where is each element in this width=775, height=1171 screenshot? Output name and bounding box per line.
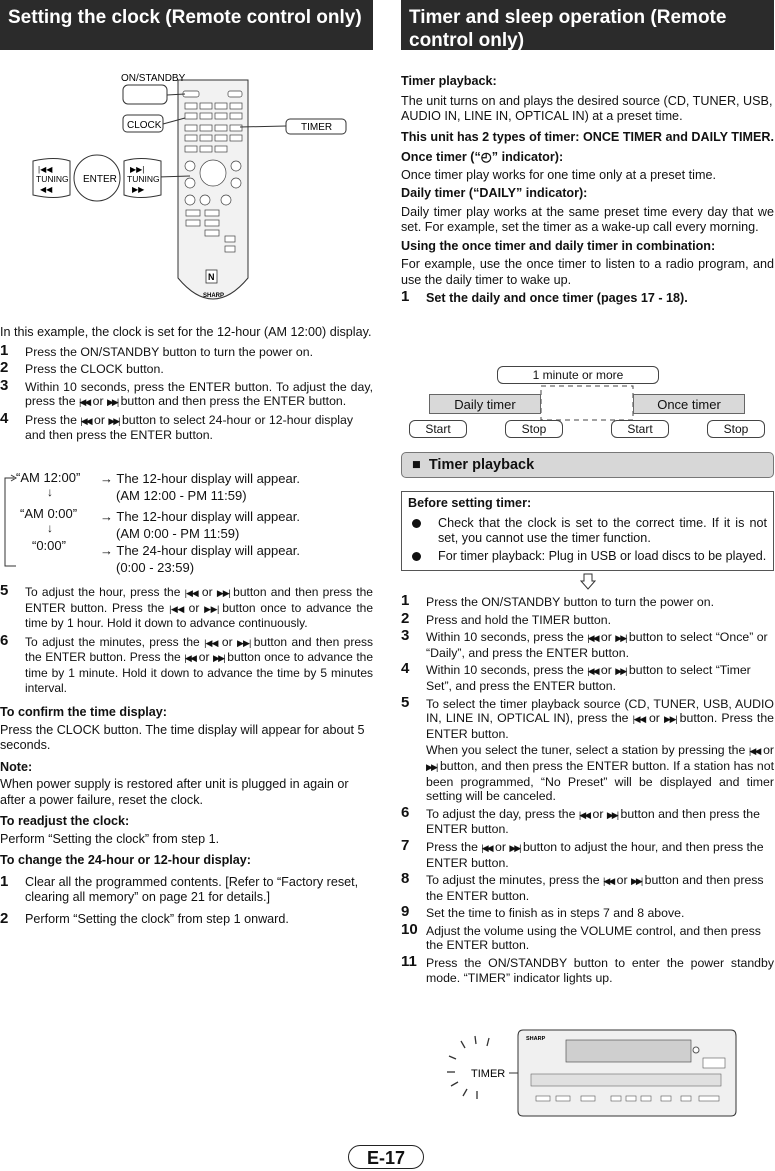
right-step-6: 6 To adjust the day, press the |◀◀ or ▶▶| button and then press the ENTER button. <box>401 803 760 837</box>
svg-text:◀◀: ◀◀ <box>40 185 53 194</box>
right-step-7: 7 Press the |◀◀ or ▶▶| button to adjust the hour, and then press the ENTER button. <box>401 836 764 870</box>
skip-back-icon: |◀◀ <box>184 588 198 598</box>
once-stop-label: Stop <box>707 420 765 438</box>
skip-forward-icon: ▶▶| <box>237 637 250 648</box>
skip-back-icon: |◀◀ <box>80 415 91 426</box>
left-column <box>0 0 373 927</box>
skip-back-icon: |◀◀ <box>169 603 184 614</box>
skip-forward-icon: ▶▶| <box>664 714 676 725</box>
note-text: When power supply is restored after unit is plugged in again or after a power failure, reset the clock. <box>0 777 349 807</box>
intro-text: In this example, the clock is set for the 12-hour (AM 12:00) display. <box>0 325 372 339</box>
combination-heading: Using the once timer and daily timer in combination: <box>401 238 716 253</box>
daily-timer-bar: Daily timer <box>429 394 541 414</box>
timer-playback-section-bar: ■ Timer playback <box>401 452 774 478</box>
timer-playback-heading: Timer playback: <box>401 74 497 88</box>
tuning-down-label: TUNING <box>36 174 69 184</box>
skip-forward-icon: ▶▶| <box>216 588 229 598</box>
before-setting-box <box>401 491 774 571</box>
timer-button-label: TIMER <box>301 122 333 133</box>
left-step-4: 4 Press the |◀◀ or ▶▶| button to select 24-hour or 12-hour display and then press the ENTER button. <box>0 409 354 443</box>
on-standby-label: ON/STANDBY <box>121 73 186 84</box>
skip-forward-icon: ▶▶| <box>615 666 626 677</box>
one-minute-label: 1 minute or more <box>497 366 659 384</box>
skip-back-icon: |◀◀ <box>632 714 645 725</box>
right-step-11: 11 Press the ON/STANDBY button to enter the power standby mode. “TIMER” indicator lights up. <box>401 953 774 985</box>
change-step-2: 2 Perform “Setting the clock” from step 1 onward. <box>0 909 289 927</box>
daily-stop-label: Stop <box>505 420 563 438</box>
once-timer-bar: Once timer <box>633 394 745 414</box>
once-start-label: Start <box>611 420 669 438</box>
note-heading: Note: <box>0 759 33 774</box>
skip-back-icon: |◀◀ <box>748 746 760 757</box>
daily-timer-text: Daily timer play works at the same preset time every day that we set. For example, set the timer as a wake-up call every morning. <box>401 204 774 234</box>
right-arrow-icon: → <box>100 471 113 486</box>
cycle-item-am-0: “AM 0:00” <box>20 506 78 521</box>
right-step-4: 4 Within 10 seconds, press the |◀◀ or ▶▶| button to select “Timer Set”, and press the ENTER button. <box>401 660 751 693</box>
readjust-heading: To readjust the clock: <box>0 814 130 829</box>
enter-button-label: ENTER <box>83 174 117 185</box>
page-number: E-17 <box>348 1145 424 1169</box>
before-setting-heading: Before setting timer: <box>408 496 532 510</box>
skip-forward-icon: ▶▶| <box>509 842 520 853</box>
cycle-item-am-12: “AM 12:00” <box>16 470 81 485</box>
left-step-5: 5 To adjust the hour, press the |◀◀ or ▶▶| button and then press the ENTER button. Press the |◀◀ or ▶▶| button once to advance the time by 1 hour. Hold it down to advance continuously. <box>0 582 373 631</box>
timer-types-heading: This unit has 2 types of timer: ONCE TIMER and DAILY TIMER. <box>401 129 774 144</box>
cycle-desc-2: → The 12-hour display will appear. (AM 0:00 - PM 11:59) <box>100 509 300 541</box>
daily-start-label: Start <box>409 420 467 438</box>
right-step-5: 5 To select the timer playback source (CD, TUNER, USB, AUDIO IN, LINE IN, OPTICAL IN), press the |◀◀ or ▶▶| button. Press the ENTER button. When you select the tuner, select a station by pressing the |◀◀ or ▶▶| button, and then press the ENTER button. If a station has not been programmed, “No Preset” will be displayed and timer setting will be canceled. <box>401 693 775 804</box>
skip-forward-icon: ▶▶| <box>615 633 626 644</box>
cycle-item-24h: “0:00” <box>32 538 66 553</box>
once-timer-text: Once timer play works for one time only at a preset time. <box>401 167 716 182</box>
clock-button-label: CLOCK <box>127 120 162 131</box>
timer-playback-text: The unit turns on and plays the desired source (CD, TUNER, USB, AUDIO IN, LINE IN, OPTICAL IN) at a preset time. <box>401 93 773 123</box>
svg-text:▶▶: ▶▶ <box>132 185 145 194</box>
skip-forward-icon: ▶▶| <box>108 415 119 426</box>
down-arrow-icon: ↓ <box>47 521 53 535</box>
skip-back-icon: |◀◀ <box>79 397 90 408</box>
right-step-2: 2 Press and hold the TIMER button. <box>401 609 612 627</box>
right-arrow-icon: → <box>100 509 113 524</box>
skip-forward-icon: ▶▶| <box>106 397 118 408</box>
readjust-text: Perform “Setting the clock” from step 1. <box>0 831 220 846</box>
skip-back-icon: |◀◀ <box>204 637 218 648</box>
skip-back-icon: |◀◀ <box>587 666 598 677</box>
change-step-1: 1 Clear all the programmed contents. [Refer to “Factory reset, clearing all memory” on page 21 for details.] <box>0 872 359 905</box>
once-timer-heading: Once timer (“◴” indicator): <box>401 150 564 164</box>
confirm-text: Press the CLOCK button. The time display will appear for about 5 seconds. <box>0 722 365 753</box>
left-section-title: Setting the clock (Remote control only) <box>0 0 373 50</box>
on-standby-button[interactable] <box>123 85 167 104</box>
right-section-title: Timer and sleep operation (Remote control only) <box>401 0 774 50</box>
clock-icon: ◴ <box>480 150 492 164</box>
skip-forward-icon: ▶▶| <box>204 603 218 614</box>
right-step-8: 8 To adjust the minutes, press the |◀◀ or ▶▶| button and then press the ENTER button. <box>401 870 764 903</box>
left-step-1: 1 Press the ON/STANDBY button to turn the power on. <box>0 341 313 359</box>
right-arrow-icon: → <box>100 543 113 558</box>
skip-forward-icon: ▶▶| <box>606 809 618 820</box>
skip-back-icon: |◀◀ <box>184 653 196 664</box>
right-step-3: 3 Within 10 seconds, press the |◀◀ or ▶▶| button to select “Once” or “Daily”, and press the ENTER button. <box>401 627 768 660</box>
main-unit-illustration <box>441 1026 775 1134</box>
svg-text:SHARP: SHARP <box>526 1036 546 1042</box>
down-arrow-icon: ↓ <box>47 485 53 499</box>
svg-text:|◀◀: |◀◀ <box>38 165 53 174</box>
skip-forward-icon: ▶▶| <box>213 653 224 664</box>
unit-timer-indicator: TIMER <box>471 1068 506 1080</box>
right-step-9: 9 Set the time to finish as in steps 7 and 8 above. <box>401 903 685 921</box>
skip-back-icon: |◀◀ <box>578 809 590 820</box>
bullet-icon <box>412 519 421 528</box>
remote-control-illustration <box>0 58 373 328</box>
left-step-2: 2 Press the CLOCK button. <box>0 359 164 377</box>
display-cycle-diagram <box>0 470 373 580</box>
left-step-6: 6 To adjust the minutes, press the |◀◀ or ▶▶| button and then press the ENTER button. Press the |◀◀ or ▶▶| button once to advance the time by 1 minute. Hold it down to advance the time by 5 minutes interval. <box>0 631 373 695</box>
skip-back-icon: |◀◀ <box>603 876 614 887</box>
cycle-desc-3: → The 24-hour display will appear. (0:00 - 23:59) <box>100 543 300 575</box>
bullet-icon <box>412 552 421 561</box>
svg-text:SHARP: SHARP <box>203 293 225 299</box>
right-step-1: 1 Press the ON/STANDBY button to turn the power on. <box>401 592 714 609</box>
square-bullet-icon: ■ <box>412 457 421 473</box>
before-bullet-2: For timer playback: Plug in USB or load discs to be played. <box>408 549 767 565</box>
right-column <box>401 0 775 1080</box>
change-heading: To change the 24-hour or 12-hour display: <box>0 853 251 868</box>
skip-back-icon: |◀◀ <box>481 842 492 853</box>
before-bullet-1: Check that the clock is set to the correct time. If it is not set, you cannot use the timer function. <box>408 516 767 547</box>
down-arrow-icon <box>401 573 774 591</box>
right-step-10: 10 Adjust the volume using the VOLUME control, and then press the ENTER button. <box>401 920 761 953</box>
right-set-step: 1 Set the daily and once timer (pages 17 - 18). <box>401 288 688 305</box>
skip-forward-icon: ▶▶| <box>426 761 437 772</box>
timer-timeline-diagram <box>401 366 774 442</box>
skip-forward-icon: ▶▶| <box>631 876 642 887</box>
daily-timer-heading: Daily timer (“DAILY” indicator): <box>401 186 588 200</box>
cycle-desc-1: → The 12-hour display will appear. (AM 12:00 - PM 11:59) <box>100 471 300 503</box>
svg-text:▶▶|: ▶▶| <box>130 165 145 174</box>
left-step-3: 3 Within 10 seconds, press the ENTER button. To adjust the day, press the |◀◀ or ▶▶| button and then press the ENTER button. <box>0 376 373 409</box>
combination-text: For example, use the once timer to listen to a radio program, and use the daily timer to wake up. <box>401 257 774 287</box>
tuning-up-label: TUNING <box>127 174 160 184</box>
confirm-heading: To confirm the time display: <box>0 705 168 720</box>
svg-text:N: N <box>208 272 215 282</box>
skip-back-icon: |◀◀ <box>587 633 598 644</box>
